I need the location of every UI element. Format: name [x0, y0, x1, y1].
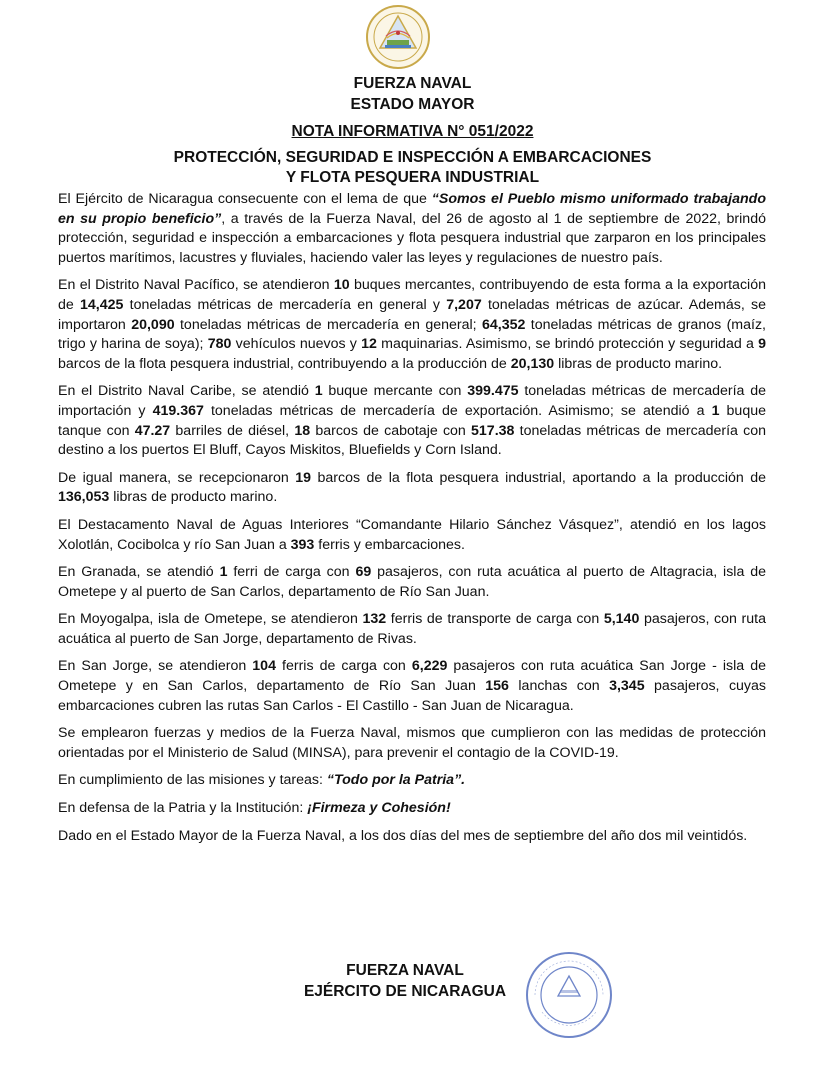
paragraph-intro [58, 190, 766, 268]
emphasized-figure: 18 [294, 422, 311, 439]
emphasized-figure: 7,207 [446, 296, 482, 313]
text-run: toneladas métricas de azúcar. Además, se importaron [58, 296, 766, 333]
emphasized-figure: 9 [758, 336, 766, 353]
text-run: toneladas métricas de mercadería de importación y [58, 383, 766, 419]
text-run: De igual manera, se recepcionaron [58, 469, 296, 486]
emphasized-figure: 5,140 [603, 611, 640, 628]
text-run: ferris de carga con [275, 658, 412, 675]
text-run: toneladas métricas de mercadería de exportación. Asimismo; se atendió a [203, 402, 712, 419]
text-run: En el Distrito Naval Caribe, se atendió [58, 383, 315, 400]
emphasized-figure: 1 [711, 402, 720, 419]
text-run: toneladas métricas de granos (maíz, trigo y harina de soya); [58, 316, 766, 353]
paragraph-inland-waters [58, 516, 766, 555]
emphasized-quote: ¡Firmeza y Cohesión! [307, 800, 451, 817]
text-run: barriles de diésel, [170, 422, 295, 439]
emphasized-figure: 69 [355, 564, 372, 581]
paragraph-caribbean-district [58, 382, 766, 460]
subject-line-1: PROTECCIÓN, SEGURIDAD E INSPECCIÓN A EMBARCACIONES [173, 149, 652, 166]
text-run: El Destacamento Naval de Aguas Interiores “Comandante Hilario Sánchez Vásquez”, atendió en los lagos Xolotlán, Cocibolca y río San Juan a [58, 516, 766, 553]
header-fuerza-naval: FUERZA NAVAL [353, 75, 472, 92]
emphasized-figure: 780 [207, 336, 232, 353]
emphasized-figure: 20,090 [131, 316, 175, 333]
text-run: , a través de la Fuerza Naval, del 26 de agosto al 1 de septiembre de 2022, brindó protección, seguridad e inspección a embarcaciones y flota pesquera industrial que zarparon en los principales puertos marítimos, lacustres y fluviales, haciendo valer las leyes y regulaciones de nuestro país. [58, 210, 766, 266]
emphasized-figure: 104 [252, 658, 276, 675]
text-run: buque mercante con [322, 383, 468, 400]
emphasized-figure: 12 [361, 336, 377, 353]
signature-line-2: EJÉRCITO DE NICARAGUA [303, 983, 507, 1000]
paragraph-fishing-fleet [58, 469, 766, 508]
emphasized-figure: 419.367 [152, 402, 204, 419]
paragraph-granada [58, 563, 766, 602]
text-run: barcos de cabotaje con [310, 422, 472, 439]
text-run: lanchas con [508, 678, 610, 695]
emphasized-figure: 64,352 [481, 316, 526, 333]
text-run: En el Distrito Naval Pacífico, se atendieron [58, 277, 334, 294]
text-run: barcos de la flota pesquera industrial, contribuyendo a la producción de [58, 355, 511, 372]
paragraph-pacific-district [58, 276, 766, 374]
paragraph-motto-1 [58, 771, 766, 791]
text-run: buques mercantes, contribuyendo de esta forma a la exportación de [58, 277, 766, 313]
emphasized-figure: 156 [485, 678, 509, 695]
text-run: barcos de la flota pesquera industrial, aportando a la producción de [311, 469, 767, 486]
document-body [58, 190, 766, 854]
official-seal-stamp-icon [524, 950, 614, 1040]
text-run: ferri de carga con [227, 564, 356, 581]
paragraph-covid [58, 724, 766, 763]
emphasized-figure: 517.38 [471, 422, 515, 439]
note-title: NOTA INFORMATIVA N° 051/2022 [291, 123, 534, 140]
paragraph-date [58, 827, 766, 847]
text-run: En Granada, se atendió [58, 564, 220, 581]
emphasized-figure: 132 [362, 611, 387, 628]
text-run: En Moyogalpa, isla de Ometepe, se atendieron [58, 611, 363, 628]
emphasized-figure: 136,053 [58, 489, 110, 506]
text-run: En cumplimiento de las misiones y tareas: [58, 772, 327, 789]
text-run: El Ejército de Nicaragua consecuente con el lema de que [58, 191, 432, 207]
text-run: vehículos nuevos y [231, 336, 362, 353]
text-run: pasajeros, con ruta acuática al puerto de Altagracia, isla de Ometepe y al puerto de San Carlos, departamento de Río San Juan. [58, 564, 766, 600]
text-run: pasajeros, cuyas embarcaciones cubren las rutas San Carlos - El Castillo - San Juan de Nicaragua. [58, 678, 767, 714]
emphasized-figure: 19 [295, 469, 312, 486]
emphasized-figure: 10 [333, 277, 350, 294]
text-run: Dado en el Estado Mayor de la Fuerza Naval, a los dos días del mes de septiembre del año dos mil veintidós. [58, 827, 748, 844]
signature-line-1: FUERZA NAVAL [346, 962, 464, 979]
emphasized-figure: 1 [314, 383, 323, 400]
emphasized-figure: 1 [219, 564, 228, 581]
subject-line-2: Y FLOTA PESQUERA INDUSTRIAL [285, 169, 540, 186]
emphasized-quote: “Todo por la Patria”. [326, 772, 466, 789]
emphasized-figure: 20,130 [510, 355, 555, 372]
text-run: pasajeros, con ruta acuática al puerto de San Jorge, departamento de Rivas. [58, 611, 766, 647]
header-estado-mayor: ESTADO MAYOR [350, 96, 475, 113]
text-run: En San Jorge, se atendieron [58, 658, 253, 675]
emphasized-figure: 47.27 [134, 422, 171, 439]
paragraph-moyogalpa [58, 610, 766, 649]
text-run: buque tanque con [58, 402, 766, 439]
emphasized-figure: 399.475 [467, 383, 519, 400]
emphasized-figure: 3,345 [609, 678, 645, 695]
paragraph-san-jorge [58, 657, 766, 716]
emphasized-figure: 393 [290, 536, 315, 553]
emphasized-quote: “Somos el Pueblo mismo uniformado trabajando en su propio beneficio” [58, 191, 766, 227]
text-run: maquinarias. Asimismo, se brindó protección y seguridad a [376, 336, 759, 353]
text-run: pasajeros con ruta acuática San Jorge - isla de Ometepe y en San Carlos, departamento de Río San Juan [58, 658, 766, 695]
text-run: ferris de transporte de carga con [386, 611, 604, 628]
text-run: toneladas métricas de mercadería con destino a los puertos El Bluff, Cayos Miskitos, Bluefields y Corn Island. [58, 422, 767, 459]
text-run: ferris y embarcaciones. [314, 536, 465, 553]
emphasized-figure: 6,229 [411, 658, 448, 675]
text-run: toneladas métricas de mercadería en general y [123, 296, 447, 313]
nicaragua-coat-of-arms-icon [365, 4, 431, 70]
text-run: toneladas métricas de mercadería en general; [174, 316, 482, 333]
paragraph-motto-2 [58, 799, 766, 819]
text-run: libras de producto marino. [109, 489, 278, 506]
text-run: En defensa de la Patria y la Institución: [58, 800, 308, 817]
emphasized-figure: 14,425 [80, 296, 124, 313]
text-run: libras de producto marino. [554, 355, 723, 372]
text-run: Se emplearon fuerzas y medios de la Fuerza Naval, mismos que cumplieron con las medidas de protección orientadas por el Ministerio de Salud (MINSA), para prevenir el contagio de la COVID-19. [58, 725, 766, 761]
